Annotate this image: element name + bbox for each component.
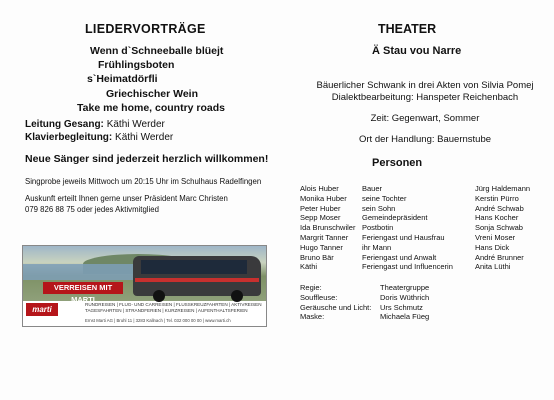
song-list bbox=[77, 44, 226, 115]
crew-name: Doris Wüthrich bbox=[380, 292, 430, 302]
crew-label: Regie: bbox=[300, 283, 322, 292]
actor-name: Vreni Moser bbox=[475, 232, 516, 242]
ad-banner: VERREISEN MIT MARTI bbox=[43, 282, 123, 294]
ad-footer: Ernst Marti AG | Bruhl 11 | 3283 Kallnach | Tel. 032 000 00 00 | www.marti.ch bbox=[85, 318, 231, 323]
role-description: Feriengast und Hausfrau bbox=[362, 232, 445, 242]
auskunft-phone: 079 826 88 75 oder jedes Aktivmitglied bbox=[25, 204, 159, 214]
play-subtitle: Bäuerlicher Schwank in drei Akten von Silvia Pomej bbox=[316, 80, 534, 91]
marti-logo: marti bbox=[26, 303, 58, 316]
character-column bbox=[300, 184, 355, 272]
play-location: Ort der Handlung: Bauernstube bbox=[358, 134, 492, 145]
role-column bbox=[362, 184, 453, 272]
role-description: Feriengast und Influencerin bbox=[362, 262, 453, 272]
character-name: Sepp Moser bbox=[300, 213, 341, 223]
actor-name: André Brunner bbox=[475, 252, 524, 262]
song-item: Griechischer Wein bbox=[106, 87, 199, 100]
bus-wheel-front bbox=[153, 290, 165, 302]
song-item: Wenn d`Schneeballe blüejt bbox=[90, 45, 224, 57]
klavier-name: Käthi Werder bbox=[115, 132, 174, 143]
crew-name: Theatergruppe bbox=[380, 283, 430, 292]
ad-services-line: TAGESFAHRTEN | STRANDFERIEN | KURZREISEN | AUFENTHALTSFERIEN bbox=[85, 308, 248, 313]
character-name: Monika Huber bbox=[300, 193, 347, 203]
bus-stripe bbox=[135, 278, 259, 282]
character-name: Alois Huber bbox=[300, 184, 339, 193]
klavier-label: Klavierbegleitung: bbox=[25, 132, 113, 143]
crew-label: Geräusche und Licht: bbox=[300, 302, 372, 312]
leitung-block bbox=[25, 118, 173, 144]
crew-label: Souffleuse: bbox=[300, 292, 338, 302]
play-adaptation: Dialektbearbeitung: Hanspeter Reichenbach bbox=[331, 92, 519, 103]
role-description: Postbotin bbox=[362, 223, 394, 233]
actor-name: Sonja Schwab bbox=[475, 223, 523, 233]
singprobe-text: Singprobe jeweils Mittwoch um 20:15 Uhr im Schulhaus Radelfingen bbox=[25, 177, 262, 186]
actor-name: Kerstin Pürro bbox=[475, 193, 519, 203]
crew-label-column bbox=[300, 283, 371, 322]
crew-name-column bbox=[380, 283, 429, 322]
auskunft-block bbox=[25, 194, 228, 215]
actor-name: Hans Dick bbox=[475, 242, 510, 252]
character-name: Hugo Tanner bbox=[300, 242, 343, 252]
crew-name: Michaela Füeg bbox=[380, 312, 430, 322]
personen-title: Personen bbox=[372, 157, 423, 169]
character-name: Peter Huber bbox=[300, 203, 341, 213]
crew-label: Maske: bbox=[300, 312, 325, 322]
character-name: Käthi bbox=[300, 262, 318, 272]
actor-column bbox=[475, 184, 530, 272]
ad-services-line: RUNDREISEN | FLUG- UND CARREISEN | FLUSSKREUZFAHRTEN | AKTIVREISEN bbox=[85, 302, 262, 307]
song-item: Frühlingsboten bbox=[98, 59, 175, 72]
actor-name: Anita Lüthi bbox=[475, 262, 511, 272]
character-name: Bruno Bär bbox=[300, 252, 334, 262]
role-description: Gemeindepräsident bbox=[362, 213, 428, 223]
role-description: Feriengast und Anwalt bbox=[362, 252, 437, 262]
actor-name: Jürg Haldemann bbox=[475, 184, 531, 193]
neue-saenger-text: Neue Sänger sind jederzeit herzlich willkommen! bbox=[25, 153, 269, 165]
actor-name: André Schwab bbox=[475, 203, 524, 213]
marti-advertisement bbox=[22, 245, 267, 327]
role-description: ihr Mann bbox=[362, 242, 392, 252]
role-description: Bauer bbox=[362, 184, 383, 193]
ad-services bbox=[85, 302, 265, 314]
character-name: Ida Brunschwiler bbox=[300, 223, 356, 233]
play-time: Zeit: Gegenwart, Sommer bbox=[370, 113, 480, 124]
bus-windows bbox=[141, 260, 247, 274]
song-item: Take me home, country roads bbox=[77, 101, 226, 114]
liedervortraege-title: LIEDERVORTRÄGE bbox=[85, 22, 206, 36]
role-description: sein Sohn bbox=[362, 203, 396, 213]
crew-name: Urs Schmutz bbox=[380, 302, 423, 312]
song-item: s`Heimatdörfli bbox=[87, 73, 158, 86]
auskunft-text: Auskunft erteilt Ihnen gerne unser Präsident Marc Christen bbox=[25, 194, 228, 203]
theater-title: THEATER bbox=[378, 22, 437, 36]
leitung-name: Käthi Werder bbox=[106, 119, 165, 130]
play-title: Ä Stau vou Narre bbox=[372, 45, 462, 57]
actor-name: Hans Kocher bbox=[475, 213, 519, 223]
character-name: Margrit Tanner bbox=[300, 232, 349, 242]
role-description: seine Tochter bbox=[362, 193, 407, 203]
bus-wheel-rear bbox=[231, 290, 243, 302]
leitung-label: Leitung Gesang: bbox=[25, 119, 104, 130]
